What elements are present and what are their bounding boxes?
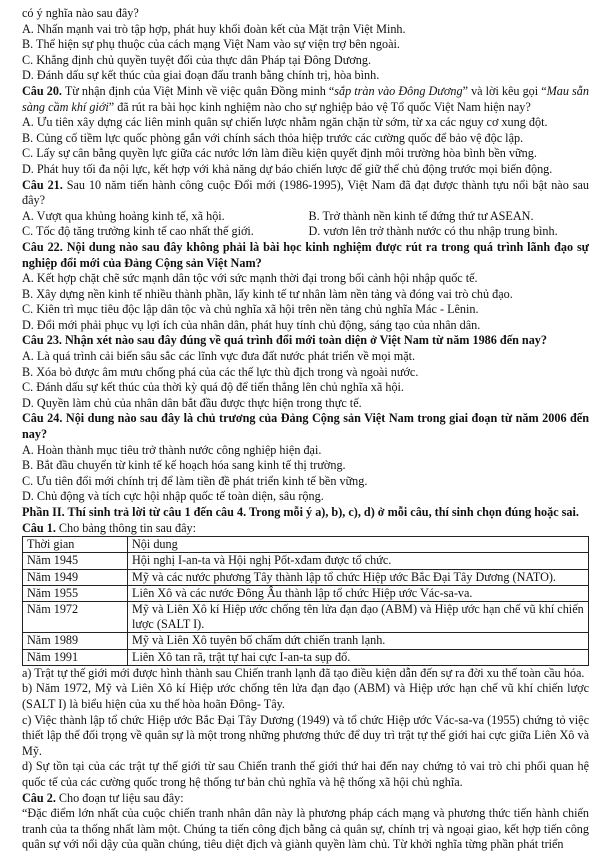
q21-text: Sau 10 năm tiến hành công cuộc Đổi mới (1986-1995), Việt Nam đã đạt được thành tựu nổi bật nào sau đây?	[22, 177, 589, 208]
q20-quote-2: Mau sẵn sàng cầm khí giới	[22, 83, 589, 114]
table-cell-content: Mỹ và Liên Xô kí Hiệp ước chống tên lửa đạn đạo (ABM) và Hiệp ước hạn chế vũ khí chiến lược (SALT I).	[128, 602, 589, 633]
question-21-stem	[22, 178, 589, 209]
q20-option-a: A. Ưu tiên xây dựng các liên minh quân sự chiến lược nhằm ngăn chặn từ sớm, từ xa các nguy cơ xung đột.	[22, 115, 548, 130]
q24-option-b: B. Bắt đầu chuyển từ kinh tế kế hoạch hóa sang kinh tế thị trường.	[22, 458, 346, 473]
q22-option-c: C. Kiên trì mục tiêu độc lập dân tộc và chủ nghĩa xã hội trên nền tảng chủ nghĩa Mác - Lênin.	[22, 302, 479, 317]
q19-option-b: B. Thể hiện sự phụ thuộc của cách mạng Việt Nam vào sự viện trợ bên ngoài.	[22, 37, 400, 52]
question-23-stem: Câu 23. Nhận xét nào sau đây đúng về quá trình đổi mới toàn diện ở Việt Nam từ năm 1986 đến nay?	[22, 333, 547, 348]
p2q1-item-d: d) Sự tồn tại của các trật tự thế giới từ sau Chiến tranh thế giới thứ hai đến nay chứng tỏ vai trò chi phối quan hệ quốc tế của các cường quốc trong hệ thống tư bản chủ nghĩa và hệ thống xã hội chủ nghĩa.	[22, 759, 589, 789]
p2q1-item-a: a) Trật tự thế giới mới được hình thành sau Chiến tranh lạnh đã tạo điều kiện dẫn đến sự ra đời xu thế toàn cầu hóa.	[22, 665, 585, 680]
table-cell-content: Liên Xô tan rã, trật tự hai cực I-an-ta sụp đổ.	[128, 649, 589, 665]
table-cell-content: Hội nghị I-an-ta và Hội nghị Pốt-xđam được tổ chức.	[128, 553, 589, 569]
table-cell-year: Năm 1949	[23, 569, 128, 585]
q21-options-row-2	[22, 224, 589, 240]
table-row	[23, 553, 589, 569]
q23-option-a: A. Là quá trình cải biến sâu sắc các lĩnh vực đưa đất nước phát triển về mọi mặt.	[22, 349, 416, 364]
p2q1-item-b: b) Năm 1972, Mỹ và Liên Xô kí Hiệp ước chống tên lửa đạn đạo (ABM) và Hiệp ước hạn chế vũ khí chiến lược (SALT I) là biểu hiện của xu thế hòa hoãn Đông- Tây.	[22, 681, 589, 711]
table-cell-year: Năm 1991	[23, 649, 128, 665]
q20-option-c: C. Lấy sự cân bằng quyền lực giữa các nước lớn làm điều kiện quyết định môi trường hòa bình bền vững.	[22, 146, 537, 161]
table-cell-year: Năm 1989	[23, 633, 128, 649]
part2-question-2-stem	[22, 791, 589, 807]
timeline-table	[22, 536, 589, 666]
table-cell-content: Liên Xô và các nước Đông Âu thành lập tổ chức Hiệp ước Vác-sa-va.	[128, 585, 589, 601]
q20-quote-1: sắp tràn vào Đông Dương	[334, 83, 463, 98]
p2q1-item-c: c) Việc thành lập tổ chức Hiệp ước Bắc Đại Tây Dương (1949) và tổ chức Hiệp ước Vác-sa-va (1955) chứng tỏ việc thiết lập thế đối trọng về quân sự là một trong những phương thức để duy trì trật tự thế giới hai cực giữa Liên Xô và Mỹ.	[22, 712, 589, 758]
q20-text-c: ” đã rút ra bài học kinh nghiệm nào cho sự nghiệp bảo vệ Tổ quốc Việt Nam hiện nay?	[108, 99, 531, 114]
p2q1-text: Cho bảng thông tin sau đây:	[55, 520, 197, 535]
q21-option-b: B. Trở thành nền kinh tế đứng thứ tư ASEAN.	[308, 208, 534, 223]
q20-text-a: Từ nhận định của Việt Minh về việc quân Đồng minh “	[61, 83, 335, 98]
q21-options-row-1	[22, 209, 589, 225]
q23-option-c: C. Đánh dấu sự kết thúc của thời kỳ quá độ để tiến thẳng lên chủ nghĩa xã hội.	[22, 380, 404, 395]
q22-option-d: D. Đổi mới phải phục vụ lợi ích của nhân dân, phát huy tính chủ động, sáng tạo của nhân dân.	[22, 317, 481, 332]
p2q2-label: Câu 2.	[22, 790, 56, 805]
part2-question-1-stem	[22, 521, 589, 537]
q21-label: Câu 21.	[22, 177, 63, 192]
part-2-heading: Phần II. Thí sinh trả lời từ câu 1 đến câu 4. Trong mỗi ý a), b), c), d) ở mỗi câu, thí sinh chọn đúng hoặc sai.	[22, 505, 579, 519]
q20-label: Câu 20.	[22, 83, 62, 98]
q24-option-c: C. Ưu tiên đổi mới chính trị để làm tiền đề phát triển kinh tế bền vững.	[22, 473, 368, 488]
table-cell-year: Năm 1945	[23, 553, 128, 569]
q21-option-d: D. vươn lên trở thành nước có thu nhập trung bình.	[308, 224, 558, 239]
q21-option-c: C. Tốc độ tăng trưởng kinh tế cao nhất thế giới.	[22, 224, 254, 239]
p2q1-label: Câu 1.	[22, 520, 56, 535]
table-row	[23, 569, 589, 585]
q19-option-d: D. Đánh dấu sự kết thúc của giai đoạn đấu tranh bằng chính trị, hòa bình.	[22, 68, 380, 83]
table-row	[23, 633, 589, 649]
table-cell-content: Mỹ và Liên Xô tuyên bố chấm dứt chiến tranh lạnh.	[128, 633, 589, 649]
p2q2-text: Cho đoạn tư liệu sau đây:	[55, 790, 184, 805]
q19-option-a: A. Nhấn mạnh vai trò tập hợp, phát huy khối đoàn kết của Mặt trận Việt Minh.	[22, 21, 406, 36]
q20-option-b: B. Củng cố tiềm lực quốc phòng gắn với chính sách thỏa hiệp trước các cường quốc để bảo vệ độc lập.	[22, 130, 524, 145]
question-24-stem: Câu 24. Nội dung nào sau đây là chủ trương của Đảng Cộng sản Việt Nam trong giai đoạn từ năm 2006 đến nay?	[22, 411, 589, 442]
table-header-content: Nội dung	[128, 537, 589, 553]
q22-option-b: B. Xây dựng nền kinh tế nhiều thành phần, lấy kinh tế tư nhân làm nền tảng và đóng vai trò chủ đạo.	[22, 286, 513, 301]
table-row	[23, 585, 589, 601]
q22-option-a: A. Kết hợp chặt chẽ sức mạnh dân tộc với sức mạnh thời đại trong bối cảnh hội nhập quốc tế.	[22, 271, 478, 286]
q21-option-a: A. Vượt qua khủng hoảng kinh tế, xã hội.	[22, 208, 225, 223]
table-cell-year: Năm 1972	[23, 602, 128, 633]
question-19-stem-tail: có ý nghĩa nào sau đây?	[22, 6, 139, 20]
q23-option-b: B. Xóa bỏ được âm mưu chống phá của các thế lực thù địch trong và ngoài nước.	[22, 364, 419, 379]
table-row	[23, 602, 589, 633]
q24-option-a: A. Hoàn thành mục tiêu trở thành nước công nghiệp hiện đại.	[22, 442, 322, 457]
table-cell-content: Mỹ và các nước phương Tây thành lập tổ chức Hiệp ước Bắc Đại Tây Dương (NATO).	[128, 569, 589, 585]
q20-option-d: D. Phát huy tối đa nội lực, kết hợp với khả năng dự báo chiến lược để giữ thế chủ động trước mọi biến động.	[22, 161, 553, 176]
table-header-time: Thời gian	[23, 537, 128, 553]
q23-option-d: D. Quyền làm chủ của nhân dân bắt đầu được thực hiện trong thực tế.	[22, 395, 362, 410]
table-header-row	[23, 537, 589, 553]
question-20-stem	[22, 84, 589, 115]
table-row	[23, 649, 589, 665]
q20-text-b: ” và lời kêu gọi “	[462, 83, 547, 98]
table-cell-year: Năm 1955	[23, 585, 128, 601]
question-22-stem: Câu 22. Nội dung nào sau đây không phải là bài học kinh nghiệm được rút ra trong quá trình lãnh đạo sự nghiệp đổi mới của Đảng Cộng sản Việt Nam?	[22, 239, 589, 270]
q19-option-c: C. Khẳng định chủ quyền tuyệt đối của thực dân Pháp tại Đông Dương.	[22, 52, 371, 67]
p2q2-source-quote: “Đặc điểm lớn nhất của cuộc chiến tranh nhân dân này là phương pháp cách mạng và phương thức tiến hành chiến tranh của ta thống nhất làm một. Chúng ta tiến công địch bằng cả quân sự, chính trị và ngoại giao, kết hợp tiến công quân sự với nổi dậy của quần chúng, tiêu diệt địch và giành quyền làm chủ. Từ khởi nghĩa từng phần phát triển	[22, 806, 589, 852]
q24-option-d: D. Chủ động và tích cực hội nhập quốc tế toàn diện, sâu rộng.	[22, 489, 324, 504]
